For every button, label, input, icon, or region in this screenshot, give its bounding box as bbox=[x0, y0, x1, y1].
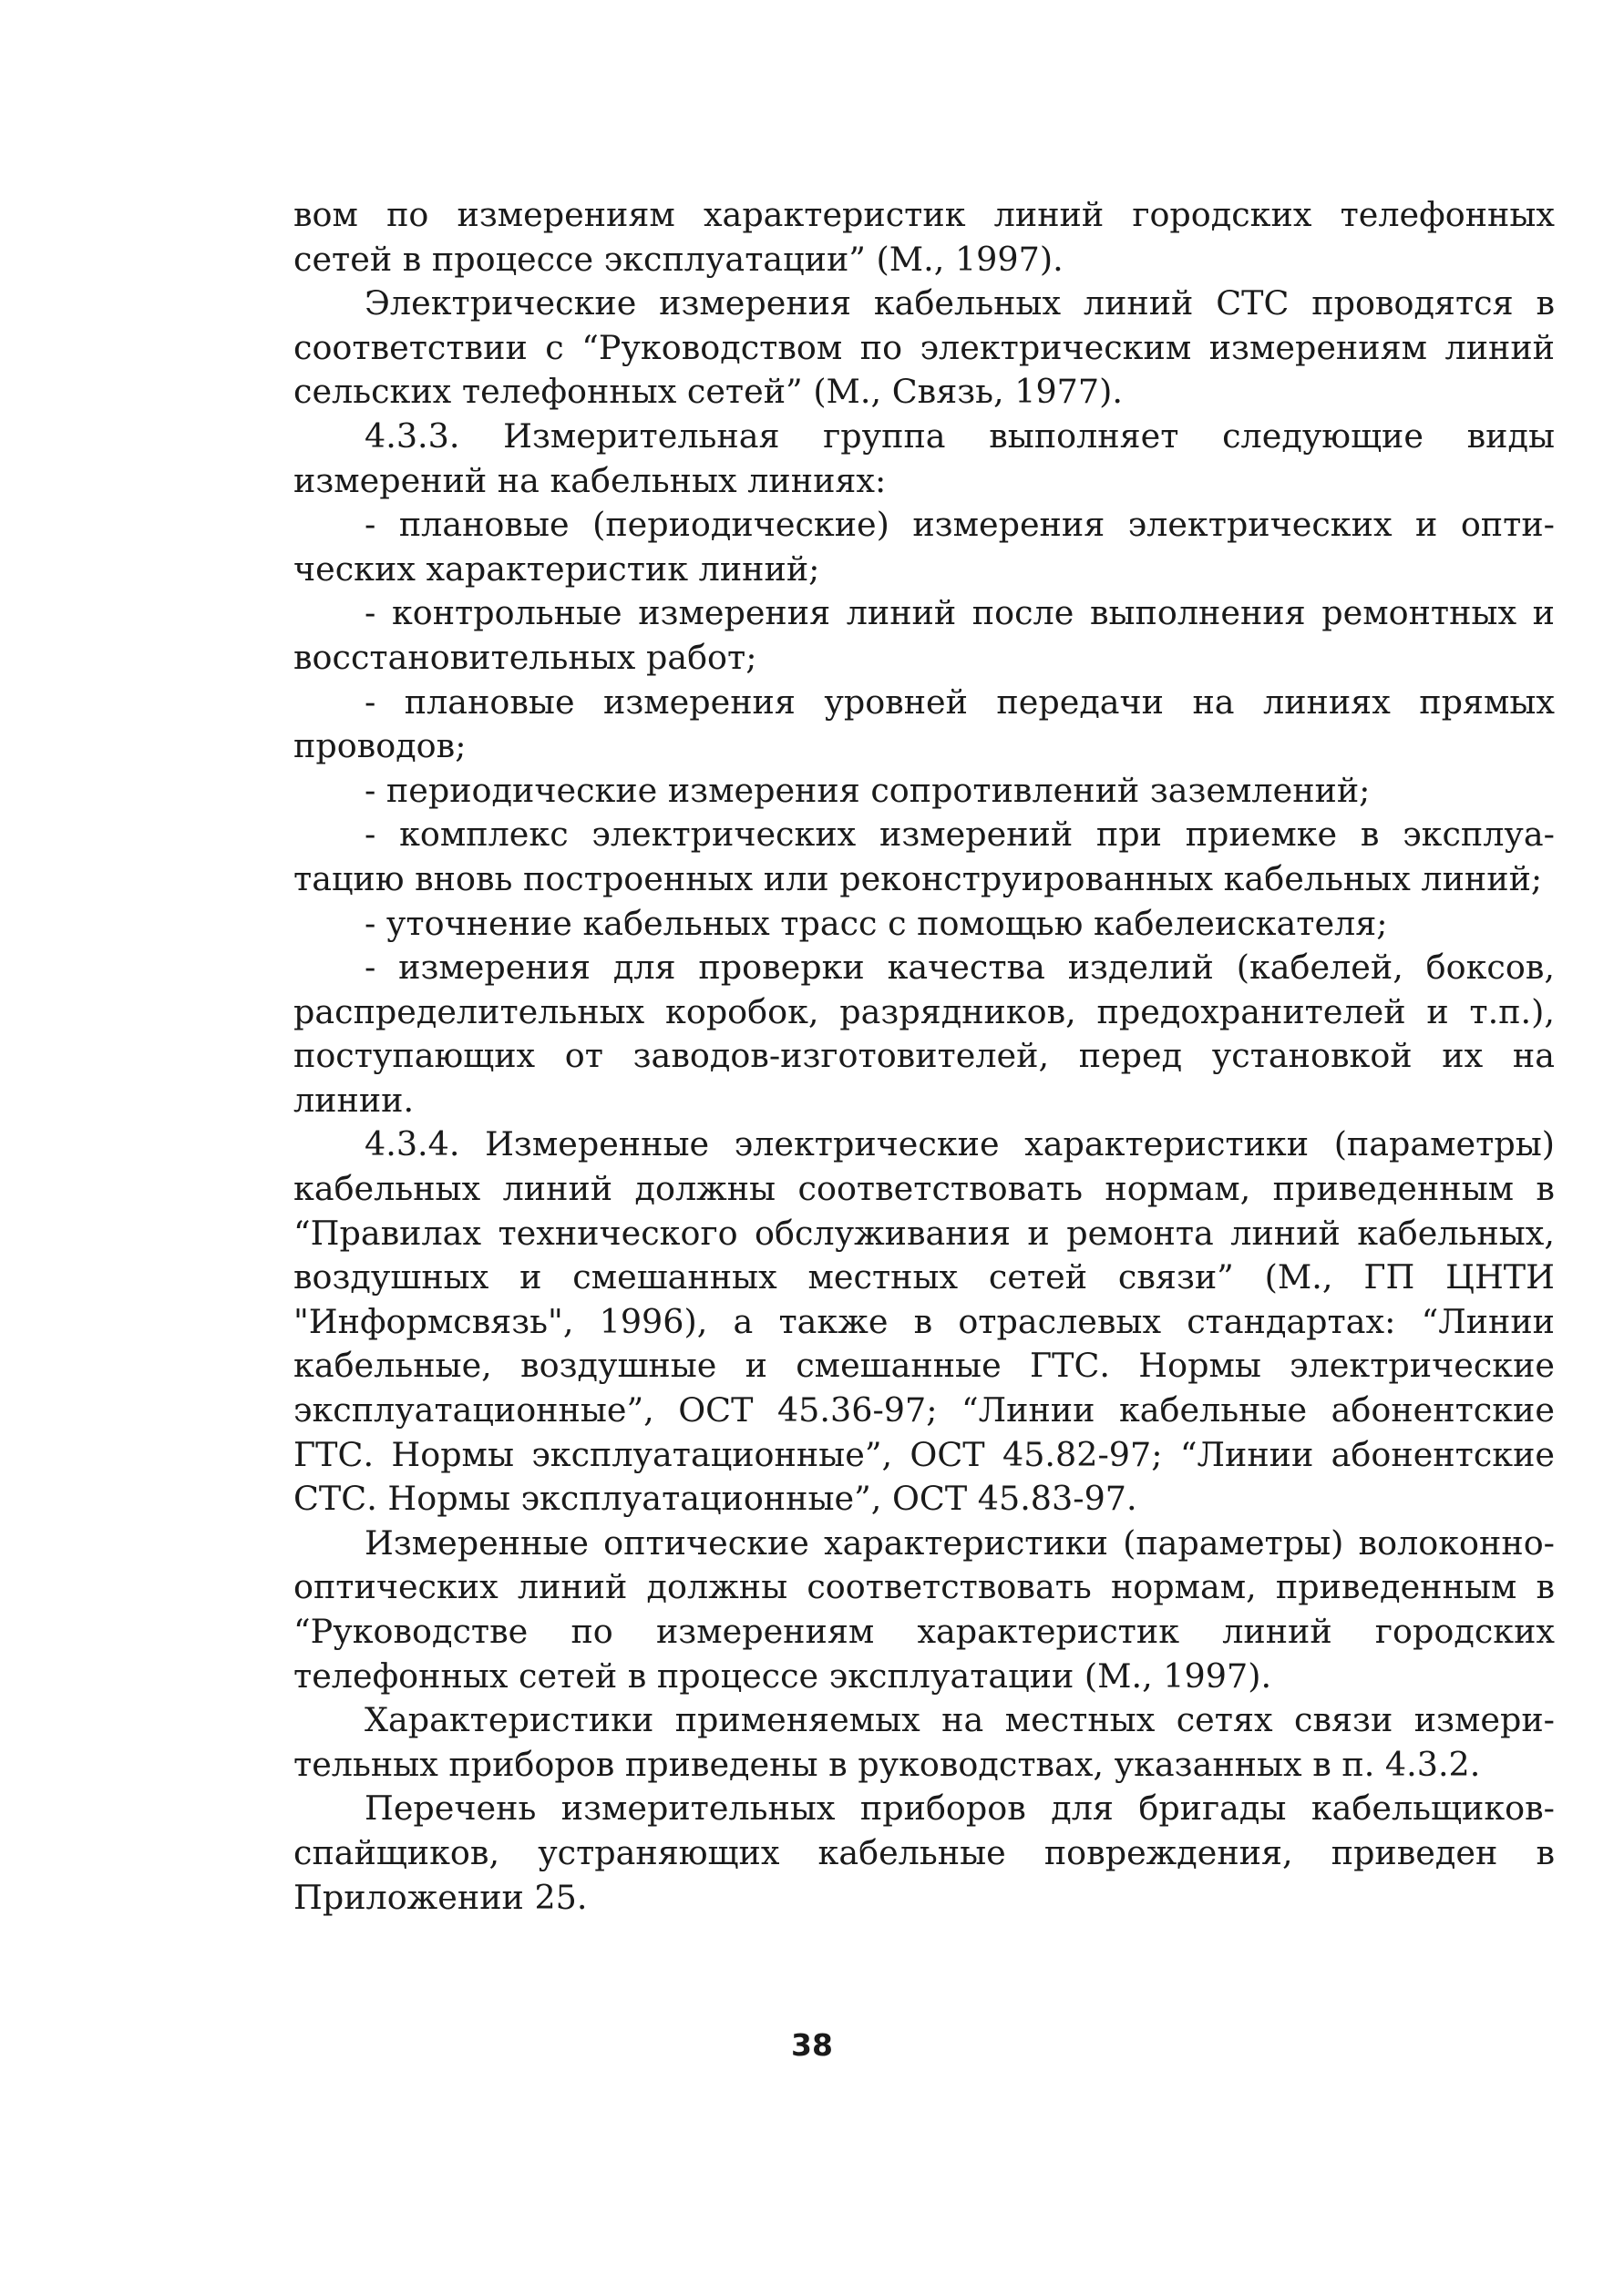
list-item-planned-measurements: - плановые (периодические) измерения электрических и оптических характеристик линий; bbox=[293, 505, 1555, 589]
paragraph-instrument-list: Перечень измерительных приборов для бригады кабельщиков-спайщиков, устраняющих кабельные повреждения, приведен в Приложении 25. bbox=[293, 1789, 1555, 1917]
paragraph-instrument-characteristics: Характеристики применяемых на местных сетях связи измерительных приборов приведены в руководствах, указанных в п. 4.3.2. bbox=[293, 1700, 1555, 1784]
paragraph-continuation: вом по измерениям характеристик линий городских телефонных сетей в процессе эксплуатации” (М., 1997). bbox=[293, 195, 1555, 279]
list-item-cable-route-locating: - уточнение кабельных трасс с помощью кабелеискателя; bbox=[365, 903, 1388, 943]
list-item-product-quality-check: - измерения для проверки качества изделий (кабелей, боксов, распределительных коробок, разрядников, предохранителей и т.п.), поступающих от заводов-изготовителей, перед установкой их на линии. bbox=[293, 948, 1555, 1120]
list-item-control-measurements: - контрольные измерения линий после выполнения ремонтных и восстановительных работ; bbox=[293, 593, 1555, 677]
list-item-acceptance-measurements: - комплекс электрических измерений при приемке в эксплуатацию вновь построенных или реконструированных кабельных линий; bbox=[293, 815, 1555, 898]
list-item-transmission-levels: - плановые измерения уровней передачи на линиях прямых проводов; bbox=[293, 682, 1555, 766]
paragraph-4-3-4: 4.3.4. Измеренные электрические характеристики (параметры) кабельных линий должны соответствовать нормам, приведенным в “Правилах технического обслуживания и ремонта линий кабельных, воздушных и смешанных местных сетей связи” (М., ГП ЦНТИ "Информсвязь", 1996), а также в отраслевых стандартах: “Линии кабельные, воздушные и смешанные ГТС. Нормы электрические эксплуатационные”, ОСТ 45.36-97; “Линии кабельные абонентские ГТС. Нормы эксплуатационные”, ОСТ 45.82-97; “Линии абонентские СТС. Нормы эксплуатационные”, ОСТ 45.83-97. bbox=[293, 1124, 1555, 1519]
paragraph-4-3-3: 4.3.3. Измерительная группа выполняет следующие виды измерений на кабельных линиях: bbox=[293, 415, 1555, 500]
paragraph-sts-measurements: Электрические измерения кабельных линий СТС проводятся в соответствии с “Руководством по электрическим измерениям линий сельских телефонных сетей” (М., Связь, 1977). bbox=[293, 283, 1555, 412]
paragraph-optical-characteristics: Измеренные оптические характеристики (параметры) волоконно-оптических линий должны соответствовать нормам, приведенным в “Руководстве по измерениям характеристик линий городских телефонных сетей в процессе эксплуатации (М., 1997). bbox=[293, 1522, 1555, 1696]
page-number: 38 bbox=[791, 2027, 833, 2063]
body-text bbox=[293, 193, 1555, 1920]
list-item-grounding-resistance: - периодические измерения сопротивлений заземлений; bbox=[365, 770, 1371, 810]
